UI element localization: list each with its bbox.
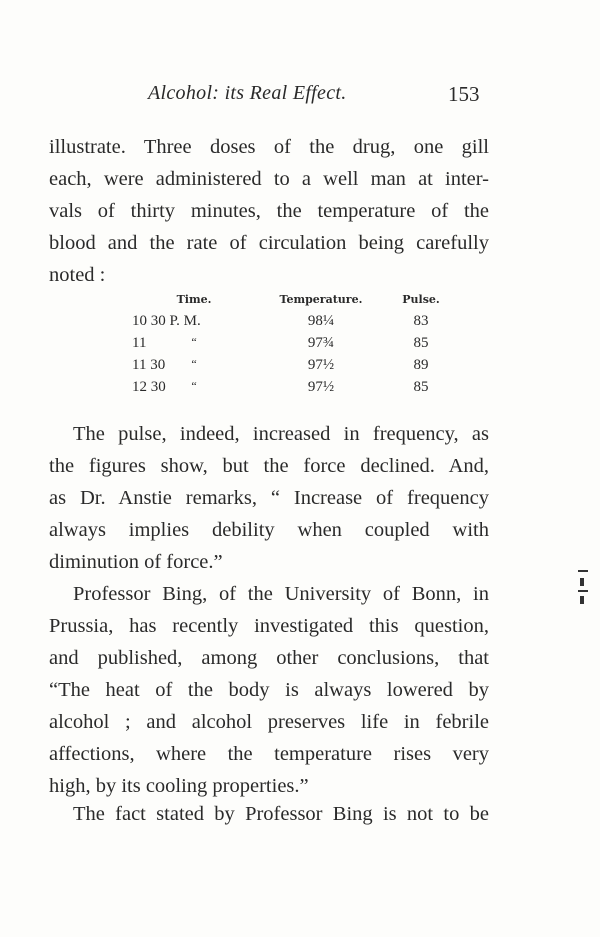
print-mark — [580, 596, 584, 604]
table-row — [118, 310, 456, 332]
text-line: Professor Bing, of the University of Bonn, in — [73, 583, 489, 605]
time-cell — [118, 354, 256, 376]
paragraph-1 — [49, 131, 489, 291]
text-line: each, were administered to a well man at inter- — [49, 168, 489, 190]
text-line: the figures show, but the force declined. And, — [49, 455, 489, 477]
time-value: 11 30 — [132, 356, 166, 373]
table-row — [118, 332, 456, 354]
table-row — [118, 376, 456, 398]
column-header-pulse: Pulse. — [402, 293, 440, 306]
table-row — [118, 354, 456, 376]
running-header — [0, 82, 600, 116]
text-line: always implies debility when coupled with — [49, 519, 489, 541]
print-mark — [578, 590, 588, 592]
temperature-cell: 97½ — [307, 378, 335, 395]
ditto-mark: “ — [191, 378, 197, 393]
time-value: 12 30 — [132, 378, 166, 395]
text-line: high, by its cooling properties.” — [49, 775, 309, 797]
pulse-cell: 85 — [413, 378, 429, 395]
time-value: 11 — [132, 334, 147, 351]
time-cell — [118, 376, 256, 398]
text-line: noted : — [49, 264, 106, 286]
column-header-time: Time. — [176, 293, 212, 306]
temperature-cell: 98¼ — [307, 312, 335, 329]
text-line: and published, among other conclusions, that — [49, 647, 489, 669]
text-line: as Dr. Anstie remarks, “ Increase of frequency — [49, 487, 489, 509]
running-title: Alcohol: its Real Effect. — [148, 82, 347, 104]
page-number: 153 — [448, 82, 480, 106]
ditto-mark: “ — [191, 334, 197, 349]
paragraph-3 — [49, 578, 489, 802]
pulse-cell: 83 — [413, 312, 429, 329]
ditto-mark: “ — [191, 356, 197, 371]
print-mark — [578, 570, 588, 572]
text-line: Prussia, has recently investigated this question, — [49, 615, 489, 637]
text-line: alcohol ; and alcohol preserves life in febrile — [49, 711, 489, 733]
paragraph-4 — [49, 798, 489, 830]
text-line: illustrate. Three doses of the drug, one gill — [49, 136, 489, 158]
time-cell — [118, 332, 256, 354]
time-cell — [118, 310, 256, 332]
text-line: affections, where the temperature rises very — [49, 743, 489, 765]
text-line: blood and the rate of circulation being carefully — [49, 232, 489, 254]
table-header-row — [118, 293, 456, 310]
text-line: The pulse, indeed, increased in frequency, as — [73, 423, 489, 445]
text-line: “The heat of the body is always lowered by — [49, 679, 489, 701]
print-mark — [580, 578, 584, 586]
text-line: diminution of force.” — [49, 551, 223, 573]
paragraph-2 — [49, 418, 489, 578]
temperature-cell: 97¾ — [307, 334, 335, 351]
column-header-temperature: Temperature. — [279, 293, 363, 306]
vital-signs-table — [118, 293, 456, 398]
time-value: 10 30 P. M. — [132, 312, 201, 329]
pulse-cell: 89 — [413, 356, 429, 373]
text-line: vals of thirty minutes, the temperature of the — [49, 200, 489, 222]
temperature-cell: 97½ — [307, 356, 335, 373]
text-line: The fact stated by Professor Bing is not to be — [73, 803, 489, 825]
pulse-cell: 85 — [413, 334, 429, 351]
